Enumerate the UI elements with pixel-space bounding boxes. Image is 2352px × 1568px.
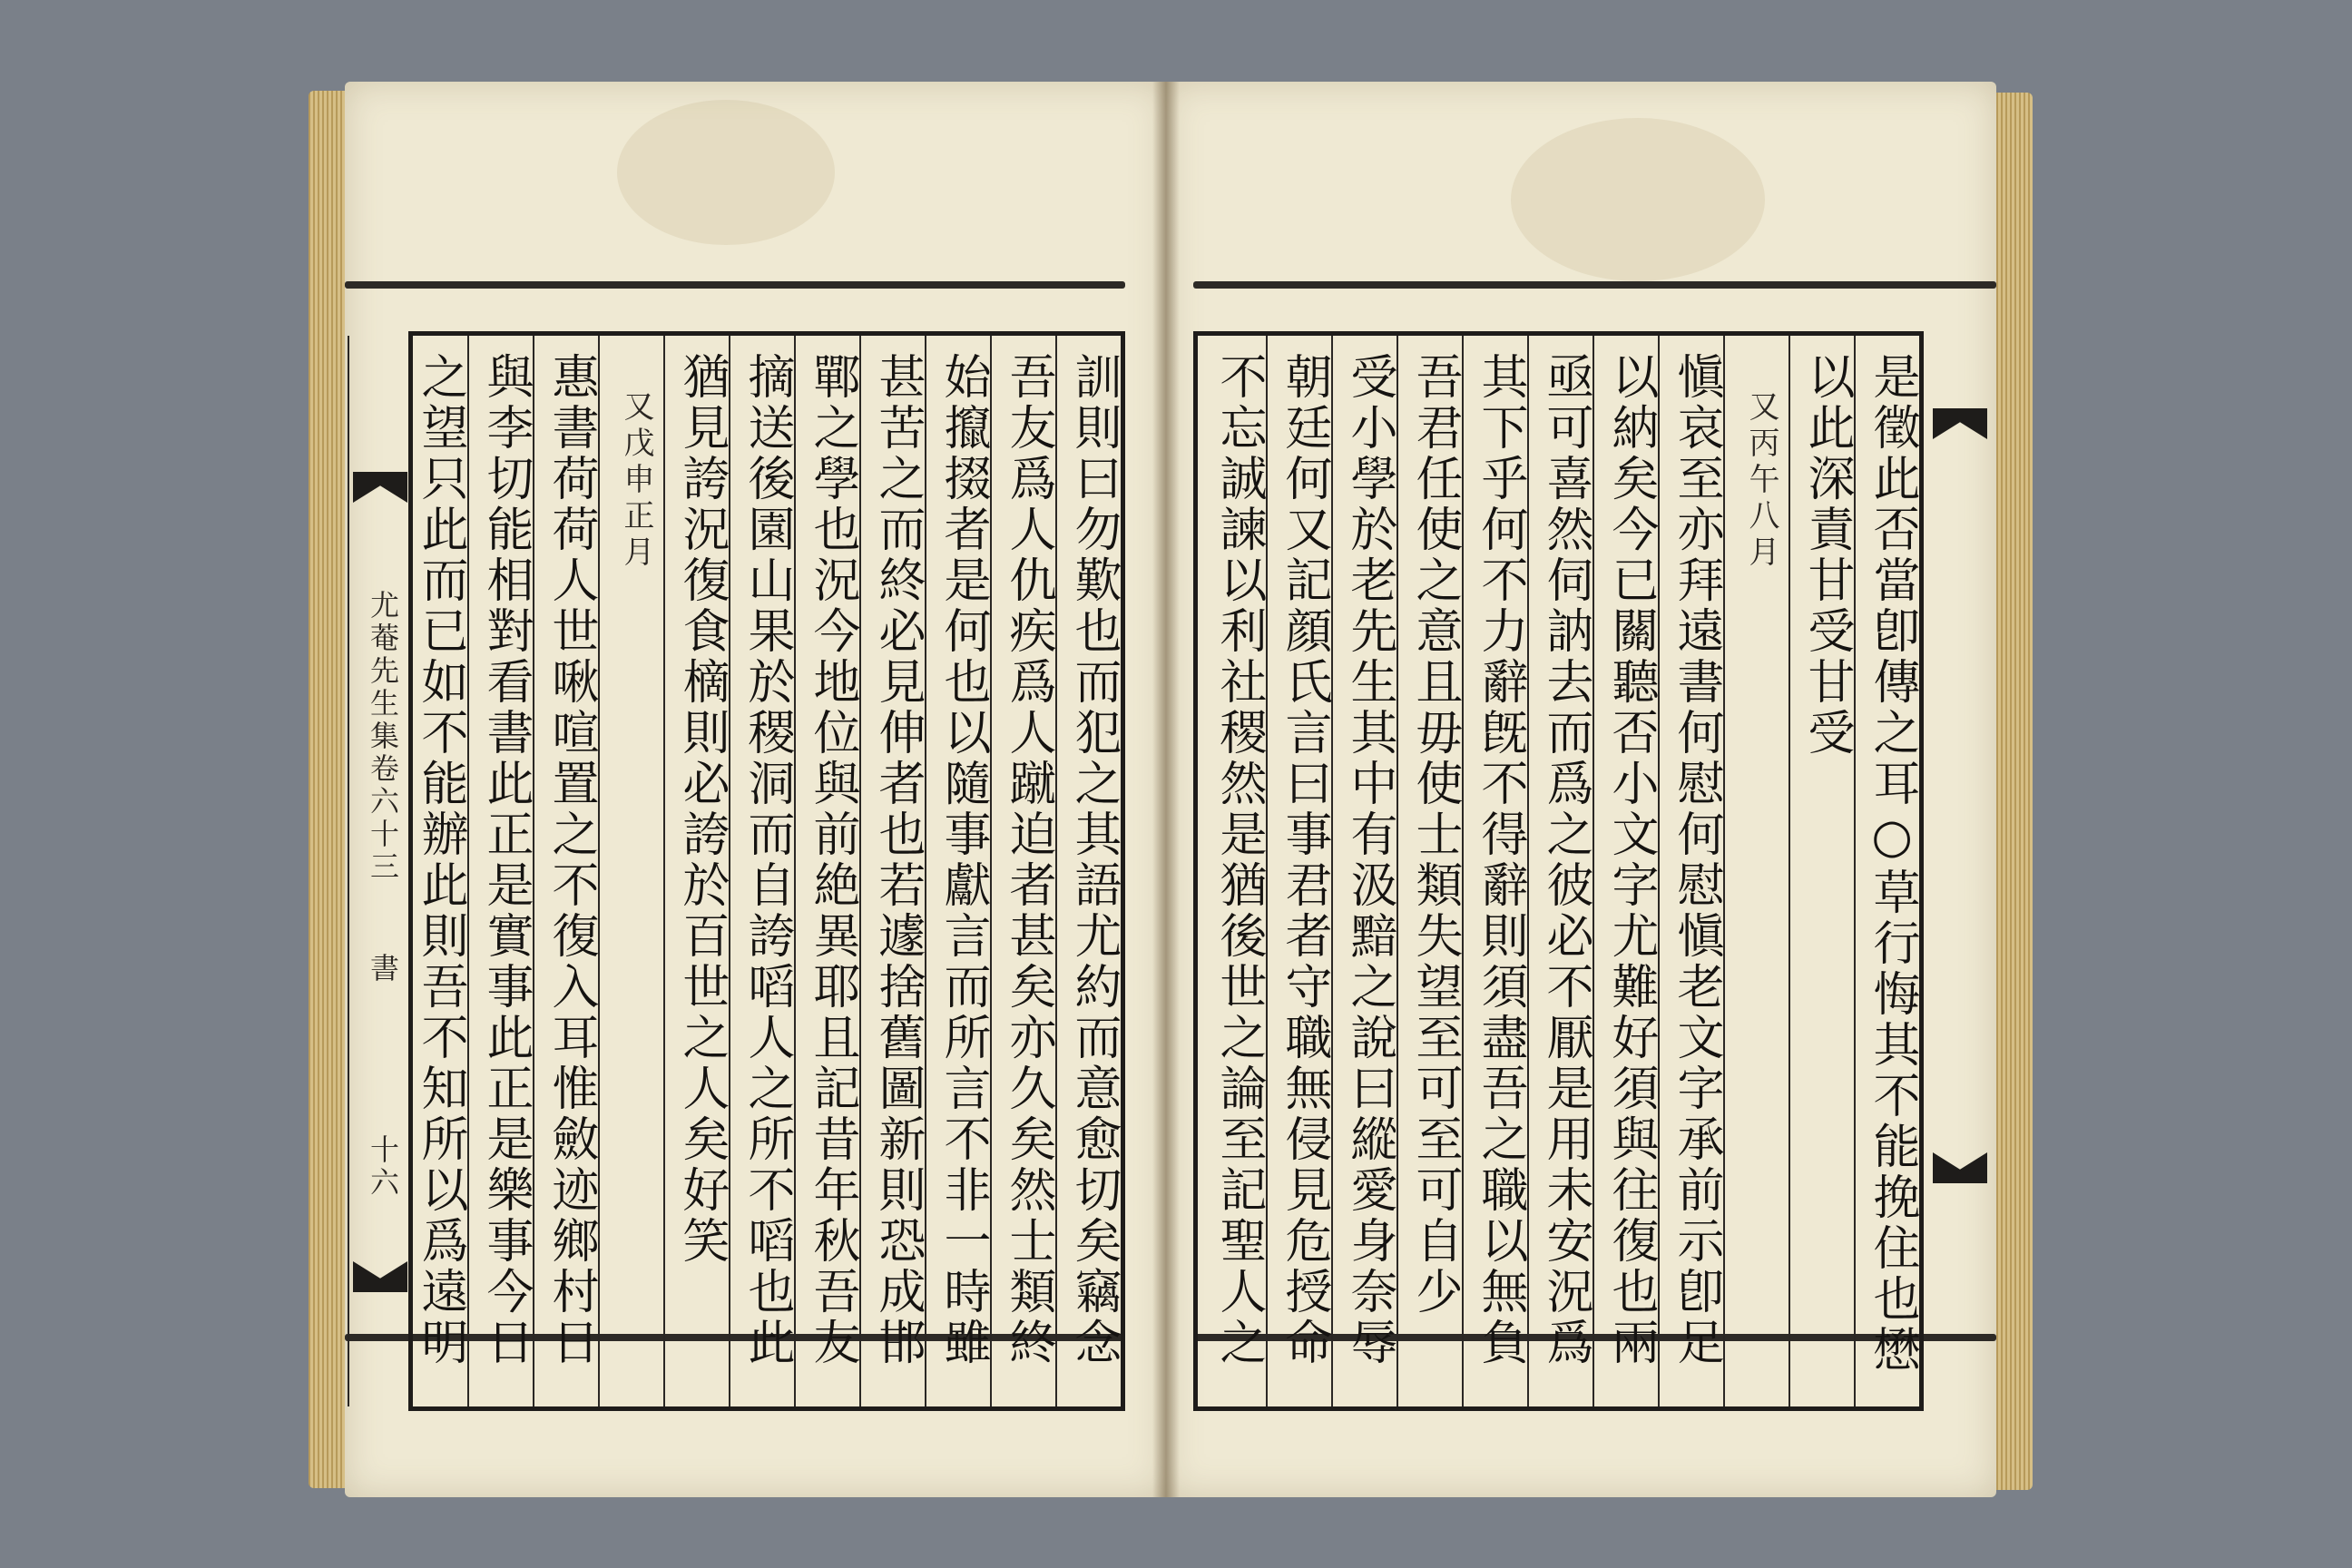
paper-stain — [1511, 118, 1765, 281]
paper-stain — [617, 100, 835, 245]
text-columns-right — [1198, 336, 1919, 1406]
text-column: 訓則曰勿歎也而犯之其語尤約而意愈切矣竊念 — [1055, 336, 1121, 1406]
left-page — [345, 82, 1166, 1497]
text-column: 鄲之學也況今地位與前絶異耶且記昔年秋吾友 — [794, 336, 859, 1406]
text-column: 猶見誇況復食樀則必誇於百世之人矣好笑 — [663, 336, 729, 1406]
section-label: 書 — [366, 953, 400, 985]
text-column: 始攛掇者是何也以隨事獻言而所言不非一時雖 — [925, 336, 990, 1406]
text-column: 其下乎何不力辭旣不得辭則須盡吾之職以無負 — [1462, 336, 1527, 1406]
text-column: 吾友爲人仇疾爲人蹴迫者甚矣亦久矣然士類終 — [990, 336, 1055, 1406]
print-frame-right — [1193, 331, 1924, 1411]
right-page — [1166, 82, 1996, 1497]
text-column: 愼哀至亦拜遠書何慰何慰愼老文字承前示卽足 — [1658, 336, 1723, 1406]
heading-column: 又丙午八月 — [1723, 336, 1788, 1406]
text-columns-left — [413, 336, 1121, 1406]
book-gutter — [1152, 82, 1180, 1497]
page-number: 十六 — [366, 1134, 400, 1200]
fish-tail-mark-top — [353, 472, 407, 503]
text-column: 受小學於老先生其中有汲黯之說曰縱愛身奈辱 — [1331, 336, 1396, 1406]
text-column: 不忘誠諫以利社稷然是猶後世之論至記聖人之 — [1211, 352, 1266, 1368]
text-column: 之望只此而已如不能辦此則吾不知所以爲遠明 — [413, 352, 467, 1368]
fish-tail-mark-top — [1933, 408, 1987, 439]
text-column: 惠書荷荷人世啾喧置之不復入耳惟斂迹鄉村日 — [533, 336, 598, 1406]
text-column: 朝廷何又記顔氏言曰事君者守職無侵見危授命 — [1266, 336, 1331, 1406]
text-column: 吾君任使之意且毋使士類失望至可至可自少 — [1396, 336, 1462, 1406]
text-column: 是徵此否當卽傳之耳○草行悔其不能挽住也懋 — [1854, 336, 1919, 1406]
open-book — [309, 82, 2033, 1497]
binding-thread — [345, 281, 1125, 289]
text-column: 摘送後園山果於稷洞而自誇㗖人之所不㗖也此 — [729, 336, 794, 1406]
fish-tail-mark-bottom — [353, 1261, 407, 1292]
text-column: 與李切能相對看書此正是實事此正是樂事今日 — [467, 336, 533, 1406]
fold-column — [348, 336, 411, 1406]
text-column: 甚苦之而終必見伸者也若遽捨舊圖新則恐成邯 — [859, 336, 925, 1406]
fish-tail-mark-bottom — [1933, 1152, 1987, 1183]
text-column: 亟可喜然伺訥去而爲之彼必不厭是用未安況爲 — [1527, 336, 1592, 1406]
page-edges-right — [1996, 93, 2033, 1490]
text-column: 以此深責甘受甘受 — [1788, 336, 1854, 1406]
collection-title: 尤菴先生集卷六十三 — [366, 590, 400, 884]
binding-thread — [1193, 281, 1996, 289]
heading-column: 又戊申正月 — [598, 336, 663, 1406]
print-frame-left — [366, 331, 1125, 1411]
text-column: 以納矣今已關聽否小文字尤難好須與往復也兩 — [1592, 336, 1658, 1406]
